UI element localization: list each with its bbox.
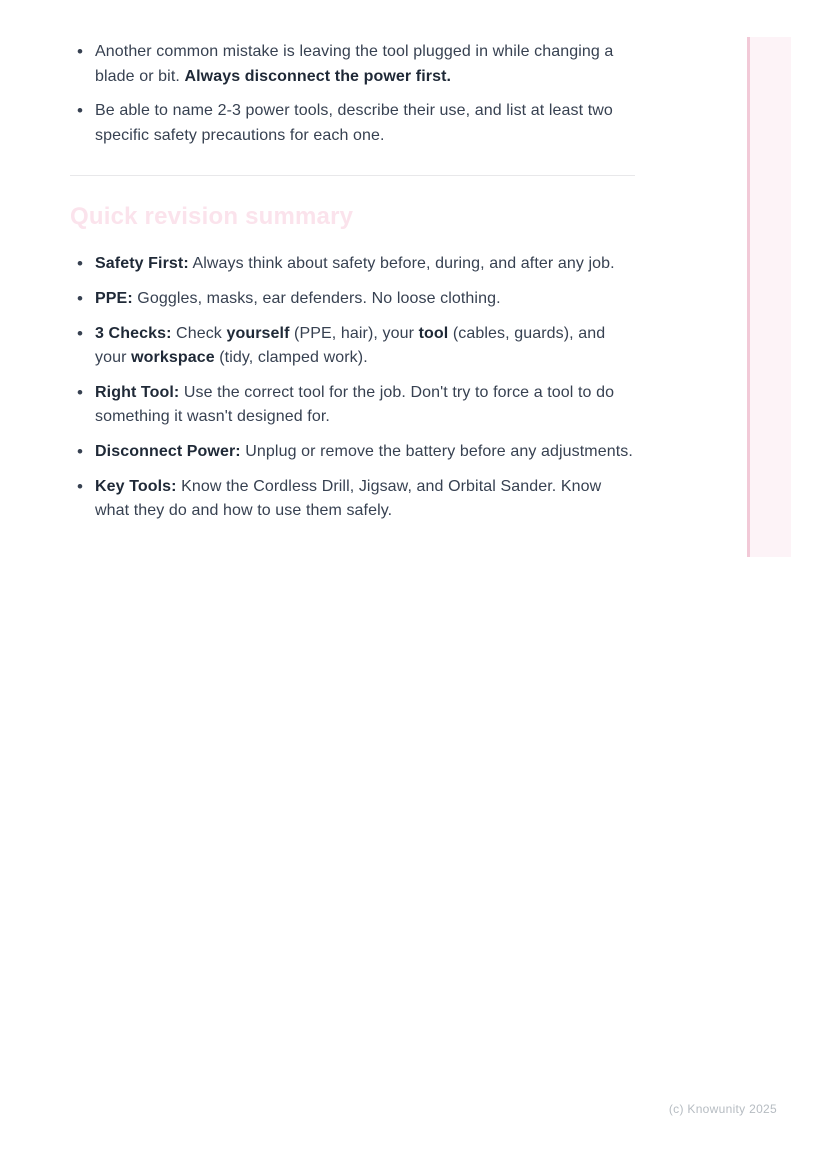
content-column: [70, 40, 635, 534]
list-item: [70, 252, 635, 277]
text-segment: (tidy, clamped work).: [214, 349, 368, 367]
text-segment: (PPE, hair), your: [289, 324, 419, 342]
page-edge-accent-bar: [747, 37, 791, 557]
text-segment: Goggles, masks, ear defenders. No loose clothing.: [132, 289, 501, 307]
revision-summary-list: [70, 252, 635, 523]
bold-text-segment: Disconnect Power:: [95, 442, 241, 460]
bold-text-segment: PPE:: [95, 289, 133, 307]
bold-text-segment: Right Tool:: [95, 383, 180, 401]
list-item: [70, 40, 635, 89]
section-divider: [70, 175, 635, 176]
list-item: [70, 381, 635, 430]
text-segment: Check: [171, 324, 227, 342]
list-item: [70, 475, 635, 524]
text-segment: Know the Cordless Drill, Jigsaw, and Orbital Sander. Know what they do and how to use them safely.: [95, 477, 602, 520]
bold-text-segment: Key Tools:: [95, 477, 177, 495]
list-item: [70, 287, 635, 312]
bold-text-segment: Safety First:: [95, 255, 189, 273]
footer-copyright: (c) Knowunity 2025: [668, 1102, 777, 1116]
bold-text-segment: tool: [418, 324, 449, 342]
text-segment: Unplug or remove the battery before any adjustments.: [240, 442, 633, 460]
text-segment: Be able to name 2-3 power tools, describe their use, and list at least two specific safety precautions for each one.: [95, 102, 613, 144]
bold-text-segment: Always disconnect the power first.: [184, 67, 452, 85]
text-segment: (cables, guards), and your: [95, 324, 606, 367]
bold-text-segment: workspace: [131, 349, 215, 367]
text-segment: Always think about safety before, during, and after any job.: [188, 255, 615, 273]
text-segment: Another common mistake is leaving the tool plugged in while changing a blade or bit.: [95, 43, 614, 85]
bold-text-segment: 3 Checks:: [95, 324, 172, 342]
list-item: [70, 440, 635, 465]
text-segment: Use the correct tool for the job. Don't try to force a tool to do something it wasn't designed for.: [95, 383, 615, 426]
section-heading: Quick revision summary: [70, 203, 354, 231]
list-item: [70, 99, 635, 148]
bold-text-segment: yourself: [226, 324, 290, 342]
exam-tips-list: [70, 40, 635, 148]
list-item: [70, 322, 635, 371]
